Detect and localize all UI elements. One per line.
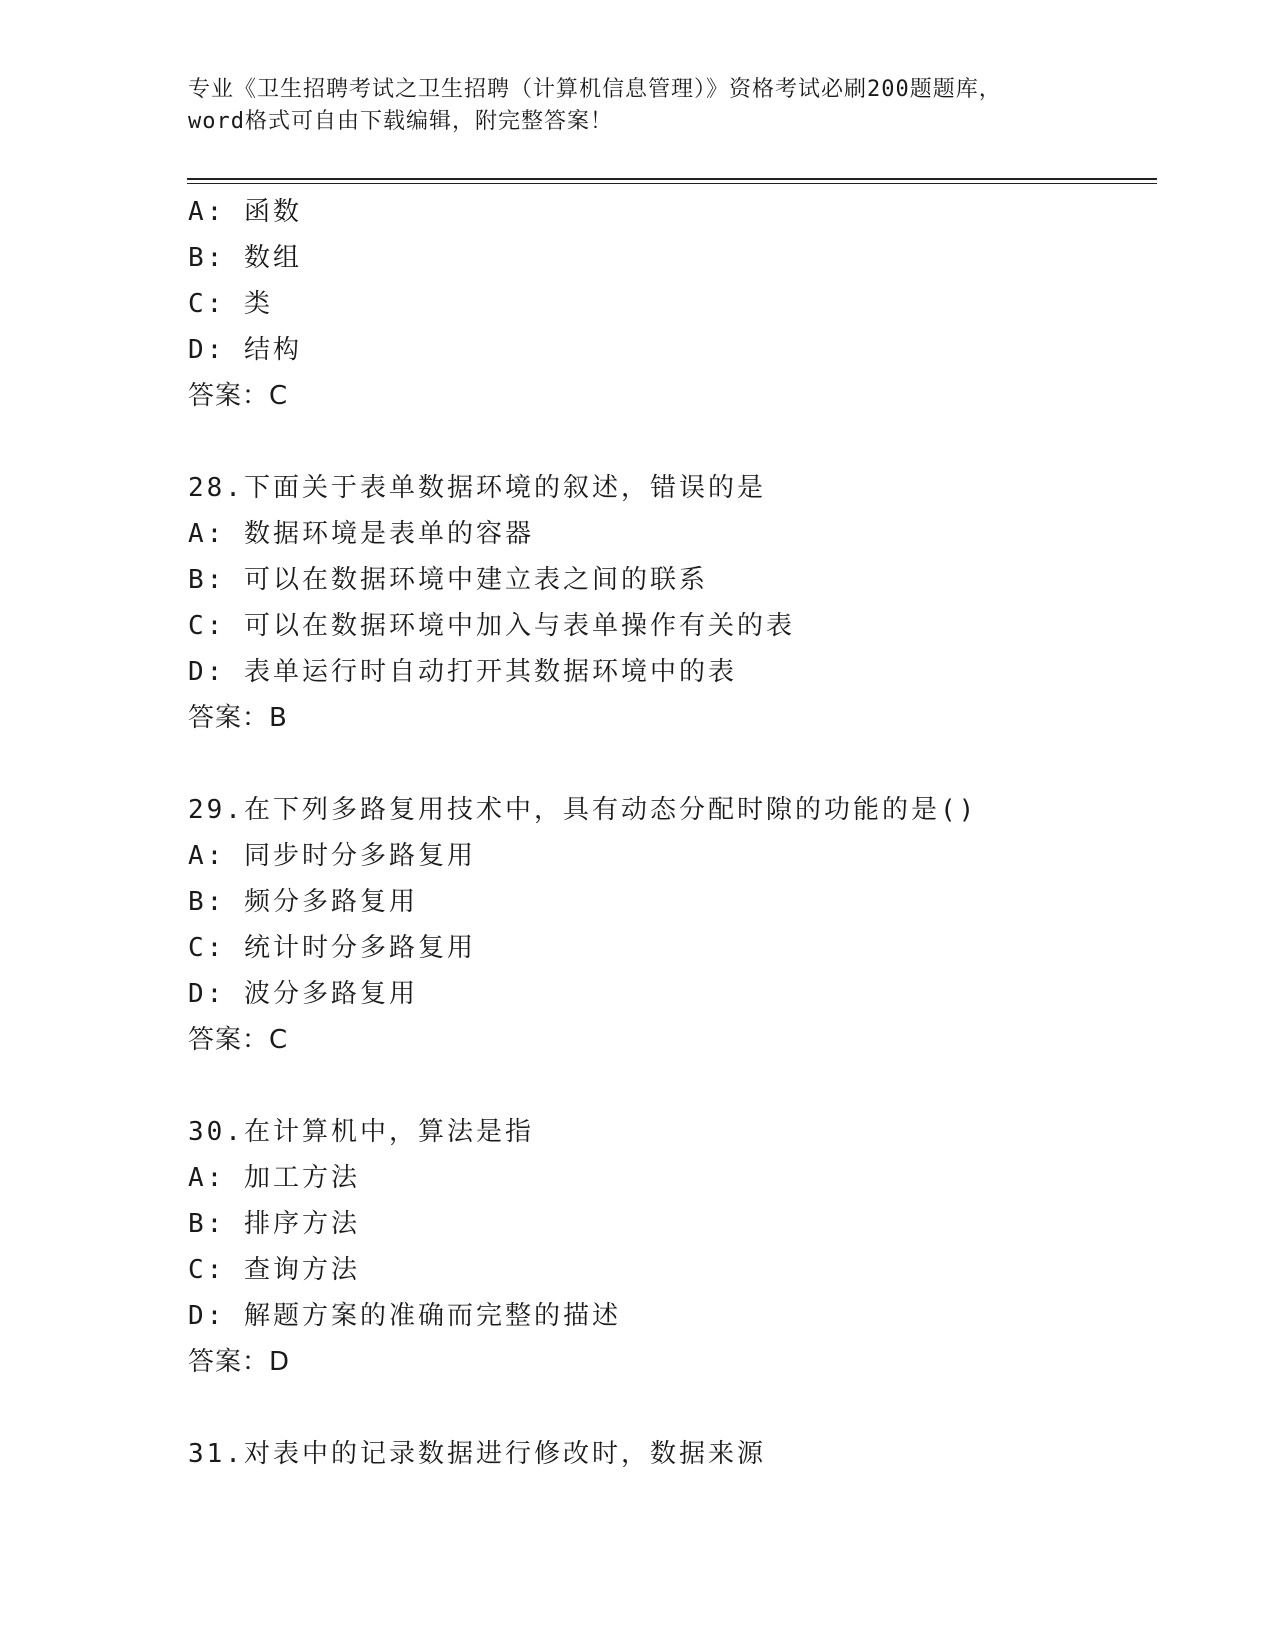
- question-text: 30.在计算机中，算法是指: [188, 1117, 534, 1147]
- question-29-block: [188, 787, 1168, 1063]
- spacer: [188, 741, 1168, 787]
- option-c: C: 统计时分多路复用: [188, 933, 476, 963]
- question-31-block: [188, 1431, 1168, 1477]
- question-text: 29.在下列多路复用技术中，具有动态分配时隙的功能的是(): [188, 795, 978, 825]
- option-c: C: 查询方法: [188, 1255, 360, 1285]
- option-b: B: 排序方法: [188, 1209, 360, 1239]
- header-title-line-1: 专业《卫生招聘考试之卫生招聘（计算机信息管理）》资格考试必刷200题题库，: [188, 77, 1002, 102]
- question-27-block: [188, 189, 1168, 419]
- option-b: B: 可以在数据环境中建立表之间的联系: [188, 565, 708, 595]
- option-d: D: 波分多路复用: [188, 979, 418, 1009]
- option-b: B: 数组: [188, 243, 302, 273]
- option-c: C: 类: [188, 289, 273, 319]
- document-header: [188, 74, 1098, 138]
- question-text: 31.对表中的记录数据进行修改时，数据来源: [188, 1439, 766, 1469]
- option-d: D: 表单运行时自动打开其数据环境中的表: [188, 657, 737, 687]
- answer-line: 答案：C: [188, 381, 289, 411]
- option-d: D: 解题方案的准确而完整的描述: [188, 1301, 621, 1331]
- option-a: A: 数据环境是表单的容器: [188, 519, 534, 549]
- question-30-block: [188, 1109, 1168, 1385]
- question-text: 28.下面关于表单数据环境的叙述，错误的是: [188, 473, 766, 503]
- answer-line: 答案：D: [188, 1347, 291, 1377]
- answer-line: 答案：B: [188, 703, 288, 733]
- option-a: A: 加工方法: [188, 1163, 360, 1193]
- header-divider-thin: [187, 183, 1157, 184]
- header-divider-thick: [187, 178, 1157, 180]
- answer-line: 答案：C: [188, 1025, 289, 1055]
- question-list: [188, 189, 1168, 1477]
- question-28-block: [188, 465, 1168, 741]
- option-a: A: 函数: [188, 197, 302, 227]
- spacer: [188, 419, 1168, 465]
- spacer: [188, 1063, 1168, 1109]
- option-a: A: 同步时分多路复用: [188, 841, 476, 871]
- option-d: D: 结构: [188, 335, 302, 365]
- option-b: B: 频分多路复用: [188, 887, 418, 917]
- option-c: C: 可以在数据环境中加入与表单操作有关的表: [188, 611, 795, 641]
- header-title-line-2: word格式可自由下载编辑，附完整答案！: [188, 109, 613, 134]
- spacer: [188, 1385, 1168, 1431]
